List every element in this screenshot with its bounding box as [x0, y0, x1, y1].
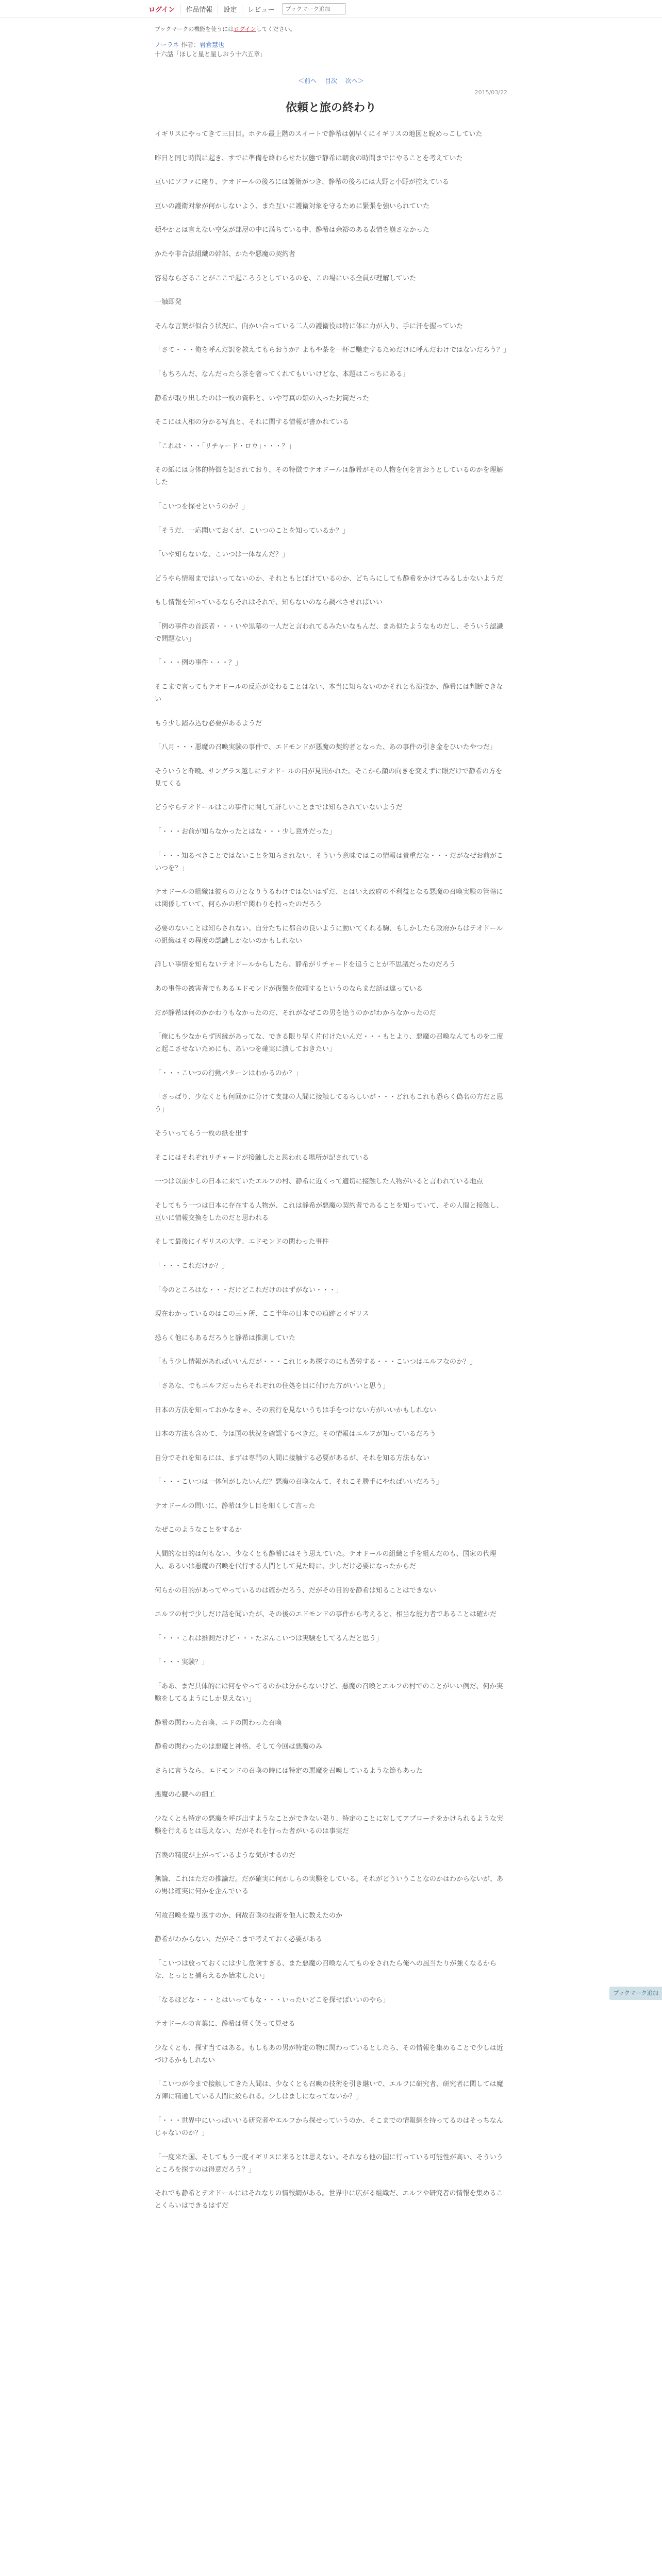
- body-paragraph: 悪魔の心臓への細工: [155, 1791, 216, 1799]
- body-paragraph: 少なくとも特定の悪魔を呼び出すようなことができない限り、特定のことに対してアプローチをかけられるような実験を行えるとは思えない、だがそれを行った者がいるのは事実だ: [155, 1815, 504, 1835]
- body-paragraph: 容易ならざることがここで起ころうとしているのを、この場にいる全員が理解していた: [155, 274, 417, 282]
- body-paragraph: 静希の関わったのは悪魔と神格、そして今回は悪魔のみ: [155, 1743, 322, 1751]
- body-paragraph: そこまで言ってもテオドールの反応が変わることはない、本当に知らないのかそれとも演技か、静希には判断できない: [155, 683, 503, 704]
- novel-meta: [155, 40, 507, 59]
- body-paragraph: 日本の方法を知っておかなきゃ、その素行を見ないうちは手をつけない方がいいかもしれない: [155, 1406, 437, 1414]
- login-link[interactable]: ログイン: [148, 6, 175, 14]
- notice-suffix: してください。: [256, 26, 296, 32]
- body-paragraph: 「・・・世界中にいっぱいいる研究者やエルフから探せっていうのか、そこまでの情報網を持ってるのはそっちなんじゃないのか？」: [155, 2116, 503, 2137]
- body-paragraph: テオドールの問いに、静希は少し目を細くして言った: [155, 1502, 316, 1510]
- body-paragraph: そしてもう一つは日本に存在する人物が、これは静希が悪魔の契約者であることを知っていて、その人間と接触し、互いに情報交換をしたのだと思われる: [155, 1201, 503, 1222]
- body-paragraph: 「こいつが今まで接触してきた人間は、少なくとも召喚の技術を引き継いで、エルフに研究者、研究者に関しては魔方陣に精通している人間に絞られる。少しはましになってないか？」: [155, 2080, 503, 2101]
- body-paragraph: 「さあな、でもエルフだったらそれぞれの住処を目に付けた方がいいと思う」: [155, 1382, 390, 1390]
- body-paragraph: イギリスにやってきて三日目。ホテル最上階のスイートで静希は朝早くにイギリスの地図と睨めっこしていた: [155, 130, 483, 138]
- body-paragraph: 召喚の精度が上がっているような気がするのだ: [155, 1851, 296, 1859]
- post-date: 2015/03/22: [474, 89, 507, 96]
- body-paragraph: 静希が取り出したのは一枚の資料と、いや写真の類の入った封筒だった: [155, 394, 370, 402]
- body-paragraph: 一つは以前少しの日本に来ていたエルフの村、静希に近くって適切に接触した人物がいると言われている地点: [155, 1178, 483, 1186]
- body-paragraph: そういってもう一枚の紙を出す: [155, 1129, 249, 1138]
- body-paragraph: テオドールの組織は彼らの力となりうるわけではないはずだ、とはいえ政府の不利益となる悪魔の召喚実験の管轄には関係していて、何らかの形で関わりを持ったのだろう: [155, 888, 503, 909]
- body-paragraph: さらに言うなら、エドモンドの召喚の時には特定の悪魔を召喚しているような節もあった: [155, 1767, 423, 1775]
- next-link[interactable]: 次へ＞: [345, 77, 364, 84]
- body-paragraph: 静希の関わった召喚、エドの関わった召喚: [155, 1719, 282, 1727]
- body-paragraph: 「一度来た国、そしてもう一度イギリスに来るとは思えない。それなら他の国に行っている可能性が高い、そういうところを探すのは得意だろう？」: [155, 2153, 503, 2174]
- body-paragraph: かたや非合法組織の幹部、かたや悪魔の契約者: [155, 250, 296, 258]
- body-paragraph: そこには人相の分かる写真と、それに関する情報が書かれている: [155, 418, 350, 427]
- body-paragraph: 「いや知らないな、こいつは一体なんだ？」: [155, 551, 289, 559]
- body-paragraph: 互いの護衛対象が何かしないよう、また互いに護衛対象を守るために緊張を強いられていた: [155, 202, 430, 210]
- body-paragraph: どうやらテオドールはこの事件に関して詳しいことまでは知らされていないようだ: [155, 804, 403, 812]
- body-paragraph: そういうと昨晩、サングラス越しにテオドールの目が見開かれた。そこから顔の向きを変えずに眼だけで静希の方を見てくる: [155, 767, 503, 788]
- chapter-pager: [155, 76, 507, 85]
- body-paragraph: 「・・・これだけか？」: [155, 1262, 229, 1270]
- body-paragraph: そんな言葉が似合う状況に、向かい合っている二人の護衛役は特に体に力が入り、手に汗を握っていた: [155, 322, 464, 330]
- body-paragraph: 静希がわからない、だがそこまで考えておく必要がある: [155, 1936, 323, 1944]
- body-paragraph: そこにはそれぞれリチャードが接触したと思われる場所が記されている: [155, 1154, 369, 1162]
- body-paragraph: 「例の事件の首謀者・・・いや黒幕の一人だと言われてるみたいなもんだ、まあ似たようなものだし、そういう認識で問題ない」: [155, 622, 504, 643]
- top-bar: [0, 0, 662, 18]
- body-paragraph: 日本の方法も含めて、今は国の状況を確認するべきだ。その情報はエルフが知っているだろう: [155, 1430, 436, 1438]
- body-paragraph: 「・・・知るべきことではないことを知らされない、そういう意味ではこの情報は貴重だな・・・だがなぜお前がこいつを？」: [155, 852, 504, 872]
- body-paragraph: あの事件の被害者でもあるエドモンドが復讐を依頼するというのならまだ話は違っている: [155, 985, 423, 993]
- body-paragraph: なぜこのようなことをするか: [155, 1526, 242, 1534]
- body-paragraph: 「・・・実験？」: [155, 1658, 209, 1667]
- body-paragraph: 「こいつを探せというのか？」: [155, 502, 249, 511]
- body-paragraph: 必要のないことは知らされない、自分たちに都合の良いように動いてくれる駒、もしかしたら政府からはテオドールの組織はその程度の認識しかないのかもしれない: [155, 924, 503, 945]
- index-link[interactable]: 目次: [324, 77, 337, 84]
- body-paragraph: 穏やかとは言えない空気が部屋の中に満ちている中、静希は余裕のある表情を崩さなかった: [155, 226, 429, 234]
- body-paragraph: 人間的な目的は何もない、少なくとも静希にはそう思えていた。テオドールの組織と手を組んだのも、国家の代理人、あるいは悪魔の召喚を代行する人間として見た時に、少しだけ必要になったからだ: [155, 1550, 496, 1571]
- body-paragraph: 「・・・こいつの行動パターンはわかるのか？」: [155, 1069, 302, 1077]
- body-paragraph: 「そうだ、一応聞いておくが、こいつのことを知っているか？」: [155, 527, 350, 535]
- bookmark-side-button[interactable]: ブックマーク追加: [609, 1987, 662, 2000]
- nav-link-review[interactable]: レビュー: [242, 4, 279, 14]
- body-paragraph: 自分でそれを知るには、まずは専門の人間に接触する必要があるが、それを知る方法もない: [155, 1454, 430, 1462]
- bookmark-notice: [155, 25, 507, 33]
- notice-prefix: ブックマークの機能を使うには: [155, 26, 234, 32]
- body-paragraph: その紙には身体的特徴を記されており、その特徴でテオドールは静希がその人物を何を言おうとしているのかを理解した: [155, 466, 503, 487]
- body-paragraph: エルフの村で少しだけ話を聞いたが、その後のエドモンドの事件から考えると、相当な能力者であることは確かだ: [155, 1611, 497, 1619]
- chapter-title: 依頼と旅の終わり: [285, 101, 376, 114]
- body-paragraph: 「八月・・・悪魔の召喚実験の事件で、エドモンドが悪魔の契約者となった、あの事件の引き金をひいたやつだ」: [155, 743, 496, 752]
- body-paragraph: 「・・・これは推測だけど・・・たぶんこいつは実験をしてるんだと思う」: [155, 1634, 383, 1642]
- body-paragraph: 恐らく他にもあるだろうと静希は推測していた: [155, 1334, 296, 1342]
- body-paragraph: 「なるほどな・・・とはいってもな・・・いったいどこを探せばいいのやら」: [155, 1996, 390, 2004]
- body-paragraph: 何らかの目的があってやっているのは確かだろう、だがその目的を静希は知ることはできない: [155, 1586, 436, 1595]
- body-paragraph: 「今のところはな・・・だけどこれだけのはずがない・・・」: [155, 1286, 343, 1294]
- prev-link[interactable]: ＜前へ: [298, 77, 317, 84]
- body-paragraph: それでも静希とテオドールにはそれなりの情報網がある。世界中に広がる組織だ、エルフや研究者の情報を集めることくらいはできるはずだ: [155, 2190, 503, 2210]
- body-paragraph: どうやら情報まではいってないのか、それともとぼけているのか、どちらにしても静希をかけてみるしかないようだ: [155, 574, 504, 583]
- bookmark-input[interactable]: [283, 3, 345, 14]
- body-paragraph: 少なくとも、探す当てはある。もしもあの男が特定の物に関わっているとしたら、その情報を集めることで少しは近づけるかもしれない: [155, 2044, 503, 2064]
- body-paragraph: 「さっぱり、少なくとも何回かに分けて支部の人間に接触してるらしいが・・・どれもこれも恐らく偽名の方だと思う」: [155, 1093, 504, 1114]
- body-paragraph: 「・・・こいつは一体何がしたいんだ？悪魔の召喚なんて、それこそ勝手にやればいいだろう」: [155, 1478, 443, 1486]
- chapter-body: [155, 128, 510, 2212]
- body-paragraph: 詳しい事情を知らないテオドールからしたら、静希がリチャードを追うことが不思議だったのだろう: [155, 961, 456, 969]
- body-paragraph: 「・・・例の事件・・・？」: [155, 659, 242, 667]
- notice-login-link[interactable]: ログイン: [234, 26, 256, 32]
- body-paragraph: 一触即発: [155, 298, 182, 307]
- body-paragraph: 「さて・・・俺を呼んだ訳を教えてもらおうか？よもや茶を一杯ご馳走するためだけに呼んだわけではないだろう？」: [155, 346, 510, 354]
- body-paragraph: 互いにソファに座り、テオドールの後ろには護衛がつき、静希の後ろには大野と小野が控えている: [155, 178, 449, 187]
- body-paragraph: 「俺にも少なからず因縁があってな、できる限り早く片付けたいんだ・・・もとより、悪魔の召喚なんてものを二度と起こさせないためにも、あいつを確実に潰しておきたい」: [155, 1033, 503, 1054]
- body-paragraph: もう少し踏み込む必要があるようだ: [155, 719, 262, 727]
- body-paragraph: 「これは・・・「リチャード・ロウ」・・・？」: [155, 442, 295, 450]
- nav-link-settings[interactable]: 設定: [218, 4, 242, 14]
- body-paragraph: 無論、これはただの推論だ。だが確実に何かしらの実験をしている。それがどういうことなのかはわからないが、あの男は確実に何かを企んでいる: [155, 1875, 504, 1896]
- nav-link-info[interactable]: 作品情報: [180, 4, 218, 14]
- body-paragraph: 「こいつは放っておくには少し危険すぎる、また悪魔の召喚なんてものをされたら俺への風当たりが強くなるからな、とっとと捕らえるか始末したい」: [155, 1959, 497, 1980]
- author-label: 作者：: [181, 41, 200, 48]
- body-paragraph: 「もう少し情報があればいいんだが・・・これじゃあ探すのにも苦労する・・・こいつはエルフなのか？」: [155, 1358, 477, 1366]
- author-link[interactable]: 岩倉慧也: [200, 41, 225, 48]
- chapter-subtitle: 十六話「ほしと星と星しおう十六五章」: [155, 50, 267, 58]
- body-paragraph: 何故召喚を繰り返すのか、何故召喚の技術を他人に教えたのか: [155, 1911, 343, 1920]
- body-paragraph: 「ああ、まだ具体的には何をやってるのかは分からないけど、悪魔の召喚とエルフの村でのことがいい例だ、何か実験をしてるようにしか見えない」: [155, 1683, 503, 1703]
- body-paragraph: 「・・・お前が知らなかったとはな・・・少し意外だった」: [155, 828, 336, 836]
- body-paragraph: だが静希は何のかかわりもなかったのだ、それがなぜこの男を追うのかがわからなかったのだ: [155, 1009, 437, 1017]
- body-paragraph: テオドールの言葉に、静希は軽く笑って見せる: [155, 2020, 295, 2028]
- body-paragraph: もし情報を知っているならそれはそれで、知らないのなら調べさせればいい: [155, 599, 383, 607]
- main-content: [155, 25, 510, 2224]
- body-paragraph: そして最後にイギリスの大学、エドモンドの関わった事件: [155, 1238, 329, 1246]
- body-paragraph: 現在わかっているのはこの三ヶ所、ここ半年の日本での痕跡とイギリス: [155, 1310, 369, 1318]
- body-paragraph: 昨日と同じ時間に起き、すでに準備を終わらせた状態で静希は朝食の時間までにやることを考えていた: [155, 154, 463, 162]
- body-paragraph: 「もちろんだ、なんだったら茶を奢ってくれてもいいけどな、本題はこっちにある」: [155, 370, 409, 378]
- series-link[interactable]: ノーラネ: [155, 41, 179, 48]
